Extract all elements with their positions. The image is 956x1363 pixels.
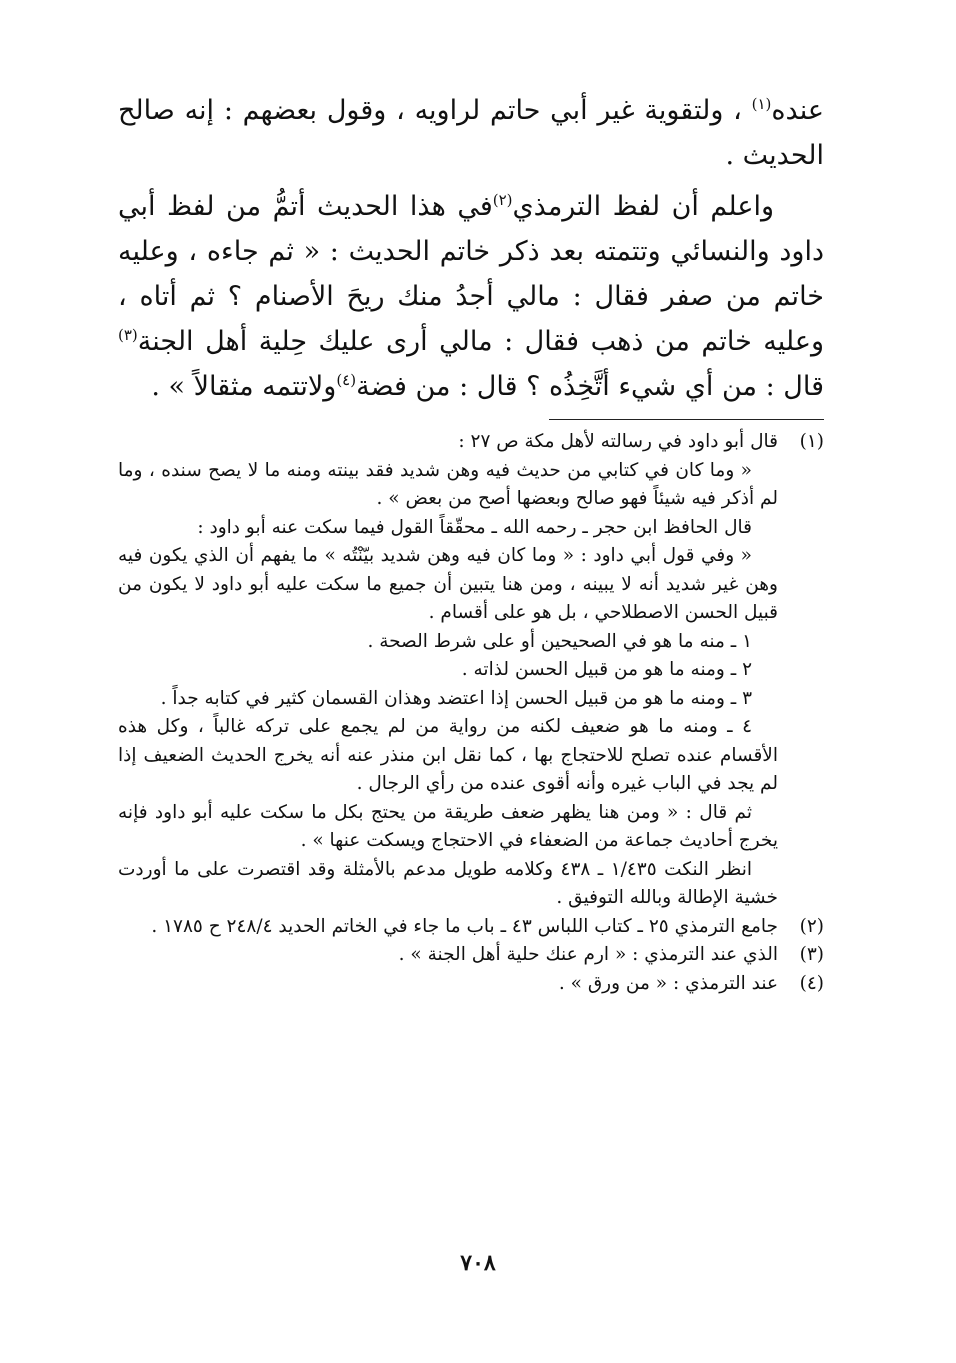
footnote-number: (٣) <box>799 944 824 965</box>
footnotes <box>118 428 824 998</box>
footnote-1 <box>118 428 824 913</box>
footnote-list-item: ٢ ـ ومنه ما هو من قبيل الحسن لذاته . <box>461 659 752 680</box>
page-number: ٧٠٨ <box>460 1250 496 1276</box>
p1-text-a: عنده <box>771 95 824 126</box>
footnote-number: (٢) <box>799 915 824 937</box>
book-page <box>118 88 824 998</box>
footnote-2 <box>118 913 824 942</box>
footnote-line: عند الترمذي : « من ورق » . <box>558 972 778 994</box>
p2-text-a: واعلم أن لفظ الترمذي <box>512 191 774 222</box>
p2-text-d: ولاتتمه مثقالاً » . <box>151 371 337 402</box>
footnote-body <box>118 970 778 999</box>
footnote-line: جامع الترمذي ٢٥ ـ كتاب اللباس ٤٣ ـ باب ما جاء في الخاتم الحديد ٢٤٨/٤ ح ١٧٨٥ . <box>151 915 778 937</box>
footnote-quote: « وفي قول أبي داود : « وما كان فيه وهن شديد بيّنْتُه » ما يفهم أن الذي يكون فيه وهن غير شديد أنه لا يبينه ، ومن هنا يتبين أن جميع ما سكت عليه أبو داود لا يكون من قبيل الحسن الاصطلاحي ، بل هو على أقسام . <box>118 545 778 623</box>
footnote-line: قال أبو داود في رسالته لأهل مكة ص ٢٧ : <box>458 431 778 452</box>
main-paragraph-1 <box>118 88 824 178</box>
footnote-separator <box>549 419 824 420</box>
footnote-body <box>118 913 778 942</box>
footnote-number: (٤) <box>799 972 824 994</box>
footnote-ref-3: (٣) <box>118 326 138 344</box>
footnote-line: انظر النكت ١/٤٣٥ ـ ٤٣٨ وكلامه طويل مدعم بالأمثلة وقد اقتصرت على ما أوردت خشية الإطالة وبالله التوفيق . <box>118 858 778 908</box>
footnote-number: (١) <box>799 431 824 452</box>
p2-text-c: قال : من أي شيء أتَّخِذُه ؟ قال : من فضة <box>356 371 824 402</box>
footnote-line: الذي عند الترمذي : « ارم عنك حلية أهل الجنة » . <box>398 944 778 965</box>
main-paragraph-2 <box>118 184 824 409</box>
footnote-quote: « وما كان في كتابي من حديث فيه وهن شديد فقد بينته ومنه ما لا يصح سنده ، وما لم أذكر فيه شيئاً فهو صالح وبعضها أصح من بعض » . <box>118 459 778 509</box>
footnote-list-item: ٣ ـ ومنه ما هو من قبيل الحسن إذا اعتضد وهذان القسمان كثير في كتابه جداً . <box>160 687 752 709</box>
footnote-list-item: ٤ ـ ومنه ما هو ضعيف لكنه من رواية من لم يجمع على تركه غالباً ، وكل هذه الأقسام عنده تصلح للاحتجاج بها ، كما نقل ابن منذر عنه أنه يخرج الحديث الضعيف إذا لم يجد في الباب غيره وأنه أقوى عنده من رأي الرجال . <box>118 716 778 794</box>
footnote-body <box>118 428 778 913</box>
main-text <box>118 88 824 409</box>
footnote-ref-2: (٢) <box>492 191 513 209</box>
p2-text-b: في هذا الحديث أتمُّ من لفظ أبي داود والنسائي وتتمته بعد ذكر خاتم الحديث : « ثم جاءه ، وعليه خاتم من صفر فقال : مالي أجدُ منك ريحَ الأصنام ؟ ثم أتاه ، وعليه خاتم من ذهب فقال : مالي أرى عليك حِلية أهل الجنة <box>118 191 824 357</box>
footnote-body <box>118 941 778 970</box>
footnote-4 <box>118 970 824 999</box>
footnote-list-item: ١ ـ منه ما هو في الصحيحين أو على شرط الصحة . <box>367 630 752 652</box>
footnote-line: ثم قال : « ومن هنا يظهر ضعف طريقة من يحتج بكل ما سكت عليه أبو داود فإنه يخرج أحاديث جماعة من الضعفاء في الاحتجاج ويسكت عنها » . <box>118 801 778 851</box>
footnote-ref-1: (١) <box>751 95 772 113</box>
footnote-line: قال الحافظ ابن حجر ـ رحمه الله ـ محقّقاً القول فيما سكت عنه أبو داود : <box>197 516 752 538</box>
p1-text-b: ، ولتقوية غير أبي حاتم لراويه ، وقول بعضهم : إنه صالح الحديث . <box>118 95 824 171</box>
footnote-ref-4: (٤) <box>336 371 357 389</box>
footnote-3 <box>118 941 824 970</box>
